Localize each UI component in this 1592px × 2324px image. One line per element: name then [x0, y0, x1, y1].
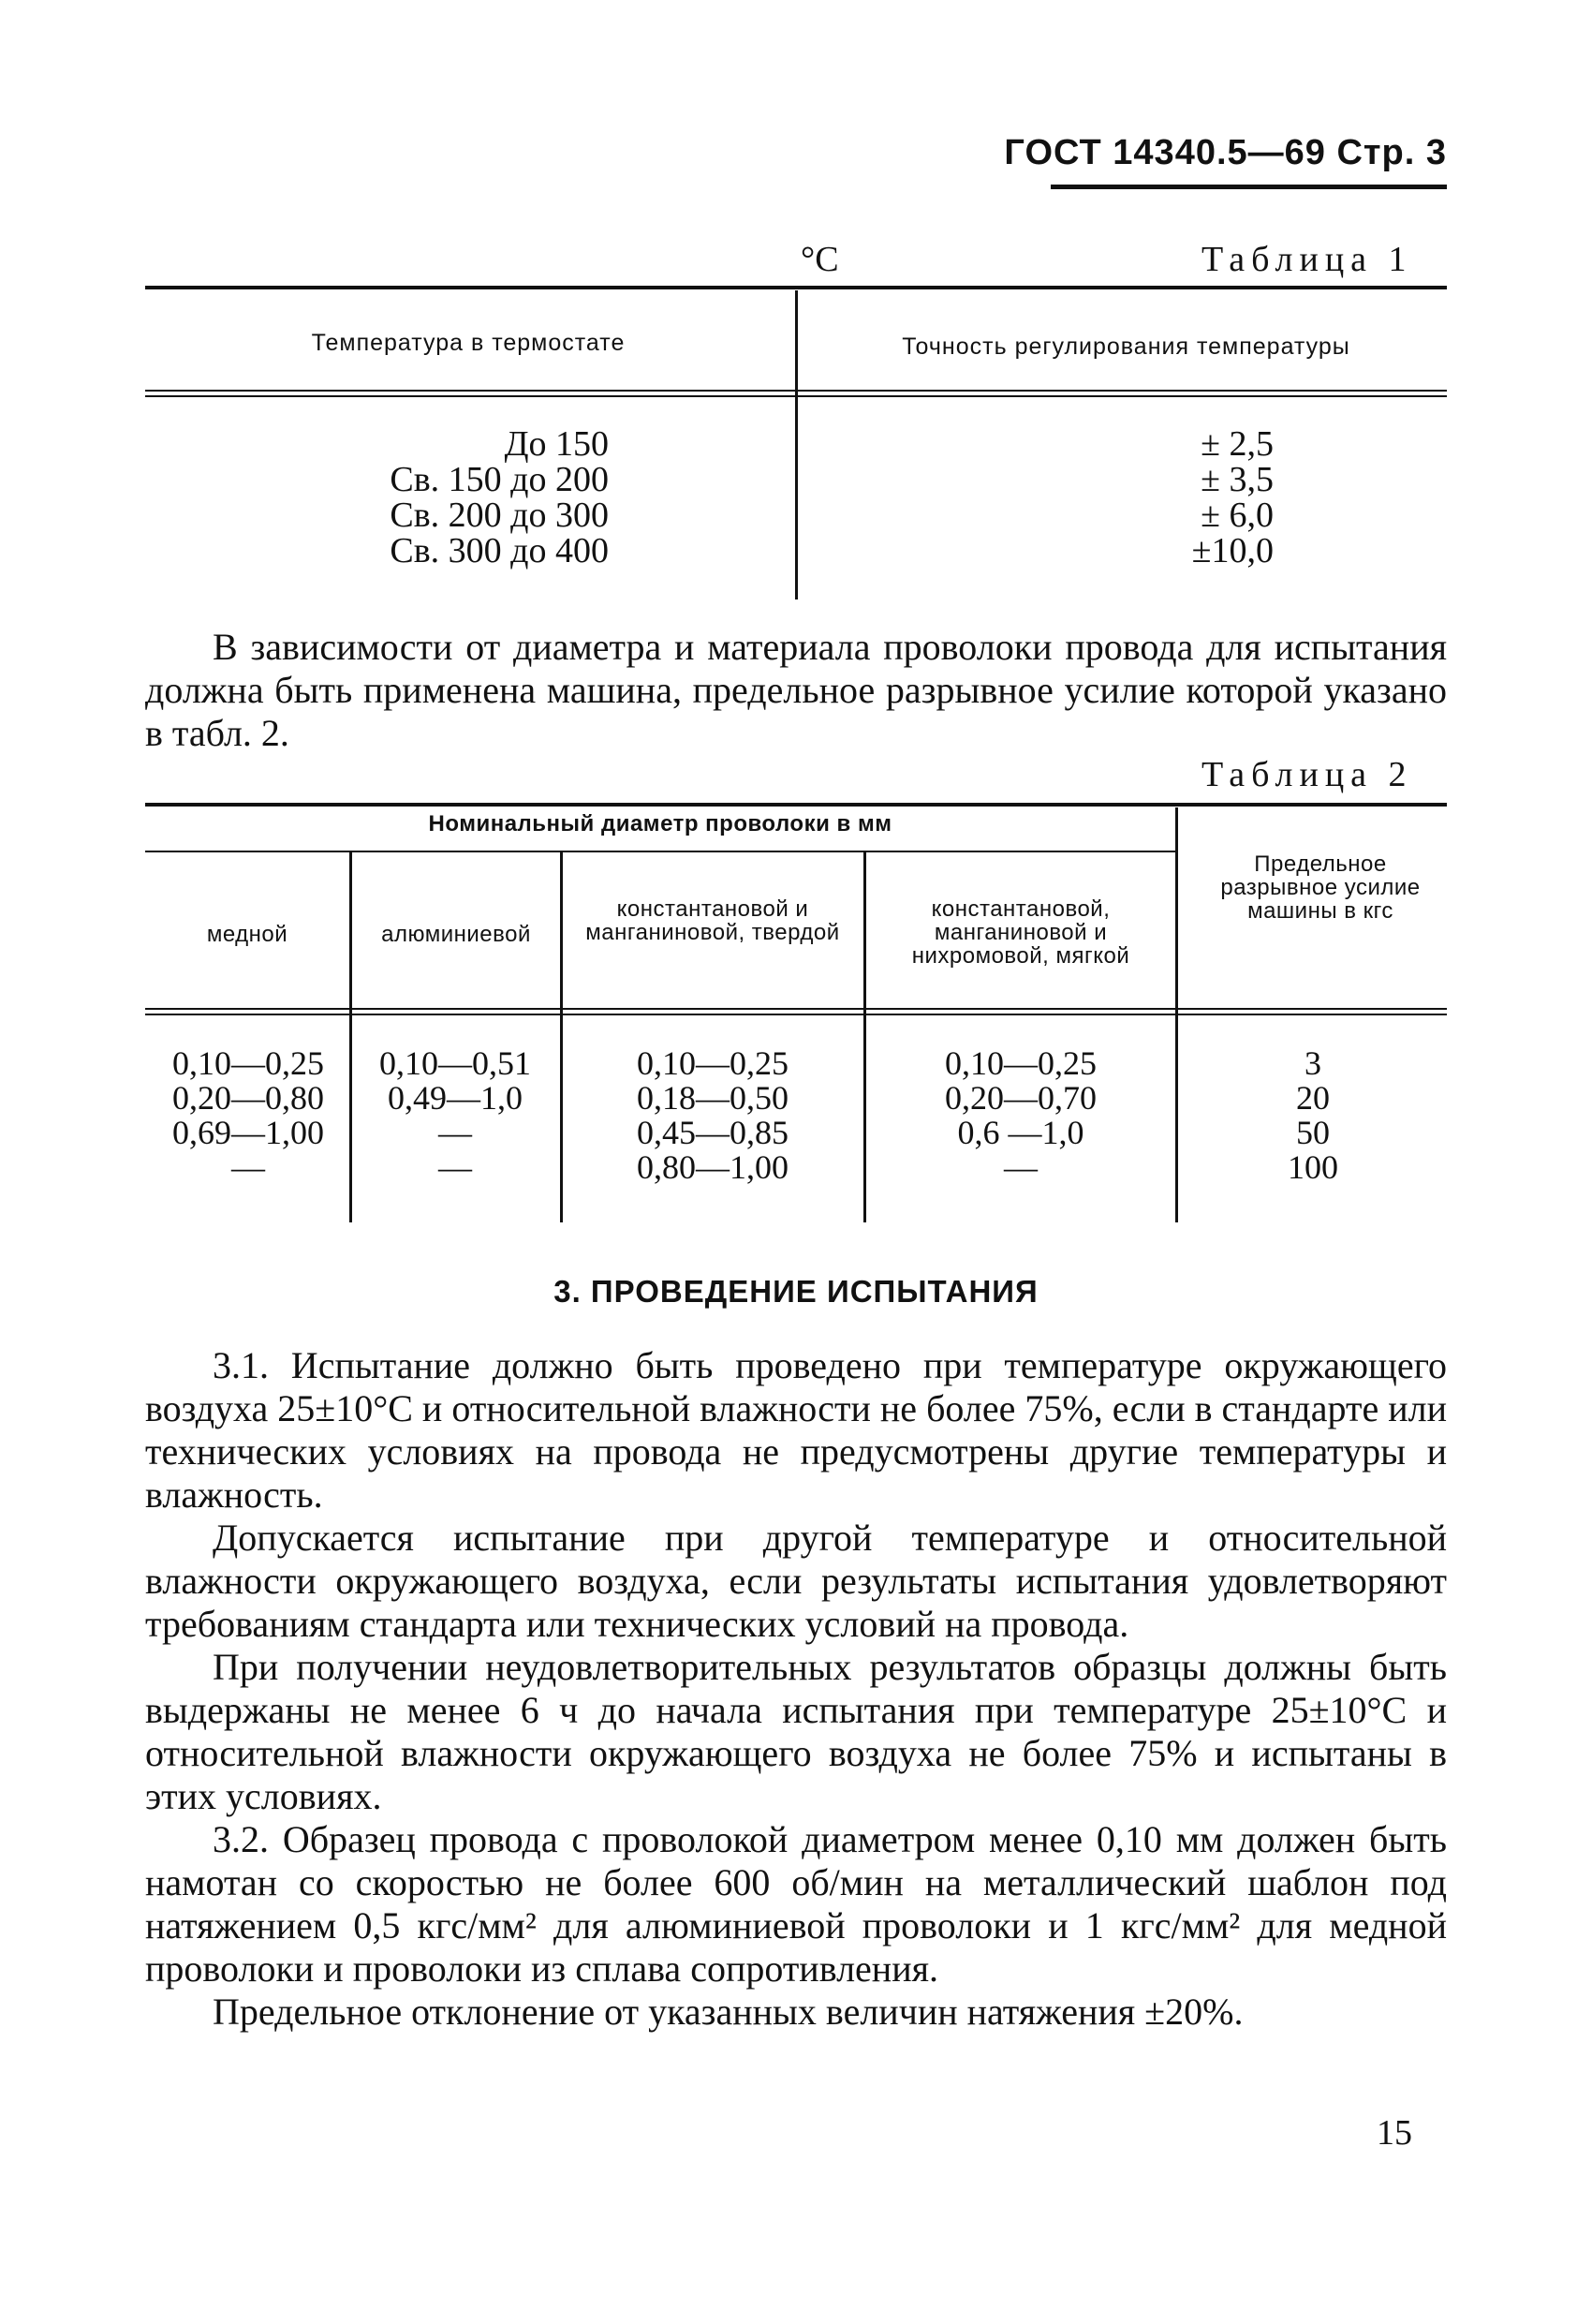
- table2-cell: —: [231, 1148, 265, 1186]
- table2-cell: 0,20—0,70: [945, 1079, 1097, 1117]
- table2-cell: 0,18—0,50: [637, 1079, 789, 1117]
- table2-cell: 0,10—0,25: [945, 1044, 1097, 1082]
- section-paragraph: Предельное отклонение от указанных величин натяжения ±20%.: [213, 1991, 1244, 2033]
- table2-divider-3: [863, 852, 866, 1222]
- table1-header-temperature: Температура в термостате: [311, 330, 626, 356]
- section-paragraph: 3.1. Испытание должно быть проведено при температуре окружающего воздуха 25±10°С и относительной влажности не более 75%, если в стандарте или технических условиях на провода не предусмотрены другие температуры и влажность.: [145, 1344, 1447, 1516]
- table2-header-breaking-force: Предельное разрывное усилие машины в кгс: [1220, 851, 1421, 924]
- section-title: 3. ПРОВЕДЕНИЕ ИСПЫТАНИЯ: [553, 1274, 1039, 1309]
- table1-row-accuracy: ± 6,0: [1201, 496, 1274, 535]
- table2-divider-1: [349, 852, 352, 1222]
- section-paragraph: Допускается испытание при другой температуре и относительной влажности окружающего воздуха, если результаты испытания удовлетворяют требованиям стандарта или технических условий на провода.: [145, 1517, 1447, 1645]
- table2-cell: 20: [1296, 1079, 1330, 1117]
- table2-caption: Таблица 2: [1201, 755, 1413, 794]
- table1-temperature-column: [281, 426, 609, 569]
- table2-cell: —: [438, 1114, 472, 1151]
- header-rule: [1051, 185, 1447, 189]
- table2-cell: 3: [1305, 1044, 1321, 1082]
- running-header: ГОСТ 14340.5—69 Стр. 3: [1004, 133, 1447, 172]
- table2-column-breaking-force: [1182, 1046, 1444, 1185]
- section-paragraph: При получении неудовлетворительных результатов образцы должны быть выдержаны не менее 6 ч до начала испытания при температуре 25±10°С и относительной влажности окружающего воздуха не более 75% и испытаны в этих условиях.: [145, 1646, 1447, 1817]
- table2-cell: 0,10—0,25: [172, 1044, 324, 1082]
- table1-unit: °C: [801, 240, 839, 279]
- table1-header-rule-1: [145, 390, 1447, 392]
- table2-top-rule: [145, 803, 1447, 807]
- table2-cell: 0,80—1,00: [637, 1148, 789, 1186]
- table2-cell: 0,69—1,00: [172, 1114, 324, 1151]
- table2-cell: 100: [1288, 1148, 1338, 1186]
- table1-header-rule-2: [145, 395, 1447, 397]
- section-paragraph: 3.2. Образец провода с проволокой диаметром менее 0,10 мм должен быть намотан со скоростью не более 600 об/мин на металлический шаблон под натяжением 0,5 кгс/мм² для алюминиевой проволоки и 1 кгс/мм² для медной проволоки и проволоки из сплава сопротивления.: [145, 1818, 1447, 1990]
- table2-header-soft-alloy: константановой, манганиновой и нихромовой, мягкой: [911, 896, 1130, 969]
- table1-row-temperature: Св. 300 до 400: [390, 531, 609, 570]
- table2-header-aluminium: алюминиевой: [381, 922, 531, 947]
- table2-header-copper: медной: [206, 922, 288, 947]
- table1-accuracy-column: [1086, 426, 1274, 569]
- table1-column-divider: [795, 290, 798, 600]
- table2-cell: 0,20—0,80: [172, 1079, 324, 1117]
- table2-column-copper: [150, 1046, 346, 1185]
- table2-cell: 0,49—1,0: [388, 1079, 523, 1117]
- page-number: 15: [1377, 2113, 1412, 2153]
- table2-group-header: Номинальный диаметр проволоки в мм: [428, 811, 892, 836]
- table2-column-soft-alloy: [871, 1046, 1171, 1185]
- table1-row-temperature: Св. 150 до 200: [390, 460, 609, 499]
- table2-cell: 0,45—0,85: [637, 1114, 789, 1151]
- table1-row-temperature: До 150: [504, 424, 609, 464]
- table1-row-accuracy: ± 2,5: [1201, 424, 1274, 464]
- table2-cell: 0,10—0,51: [379, 1044, 531, 1082]
- section-body: [145, 1344, 1447, 2034]
- table2-header-rule-2: [145, 1014, 1447, 1015]
- table2-header-rule-1: [145, 1008, 1447, 1010]
- table1-row-temperature: Св. 200 до 300: [390, 496, 609, 535]
- table2-group-rule: [145, 851, 1175, 852]
- table2-cell: 0,10—0,25: [637, 1044, 789, 1082]
- table2-cell: —: [438, 1148, 472, 1186]
- table2-cell: —: [1004, 1148, 1038, 1186]
- table1-top-rule: [145, 286, 1447, 289]
- table1-row-accuracy: ± 3,5: [1201, 460, 1274, 499]
- table2-cell: 50: [1296, 1114, 1330, 1151]
- table2-divider-2: [560, 852, 563, 1222]
- table1-row-accuracy: ±10,0: [1191, 531, 1274, 570]
- table2-header-hard-alloy: константановой и манганиновой, твердой: [585, 896, 840, 945]
- intro-paragraph: В зависимости от диаметра и материала проволоки провода для испытания должна быть применена машина, предельное разрывное усилие которой указано в табл. 2.: [145, 626, 1447, 754]
- table2-cell: 0,6 —1,0: [957, 1114, 1084, 1151]
- table1-header-accuracy: Точность регулирования температуры: [902, 333, 1350, 360]
- table2-column-hard-alloy: [567, 1046, 859, 1185]
- intro-paragraph-block: [145, 626, 1447, 755]
- table2-column-aluminium: [356, 1046, 554, 1185]
- table1-caption: Таблица 1: [1201, 240, 1413, 279]
